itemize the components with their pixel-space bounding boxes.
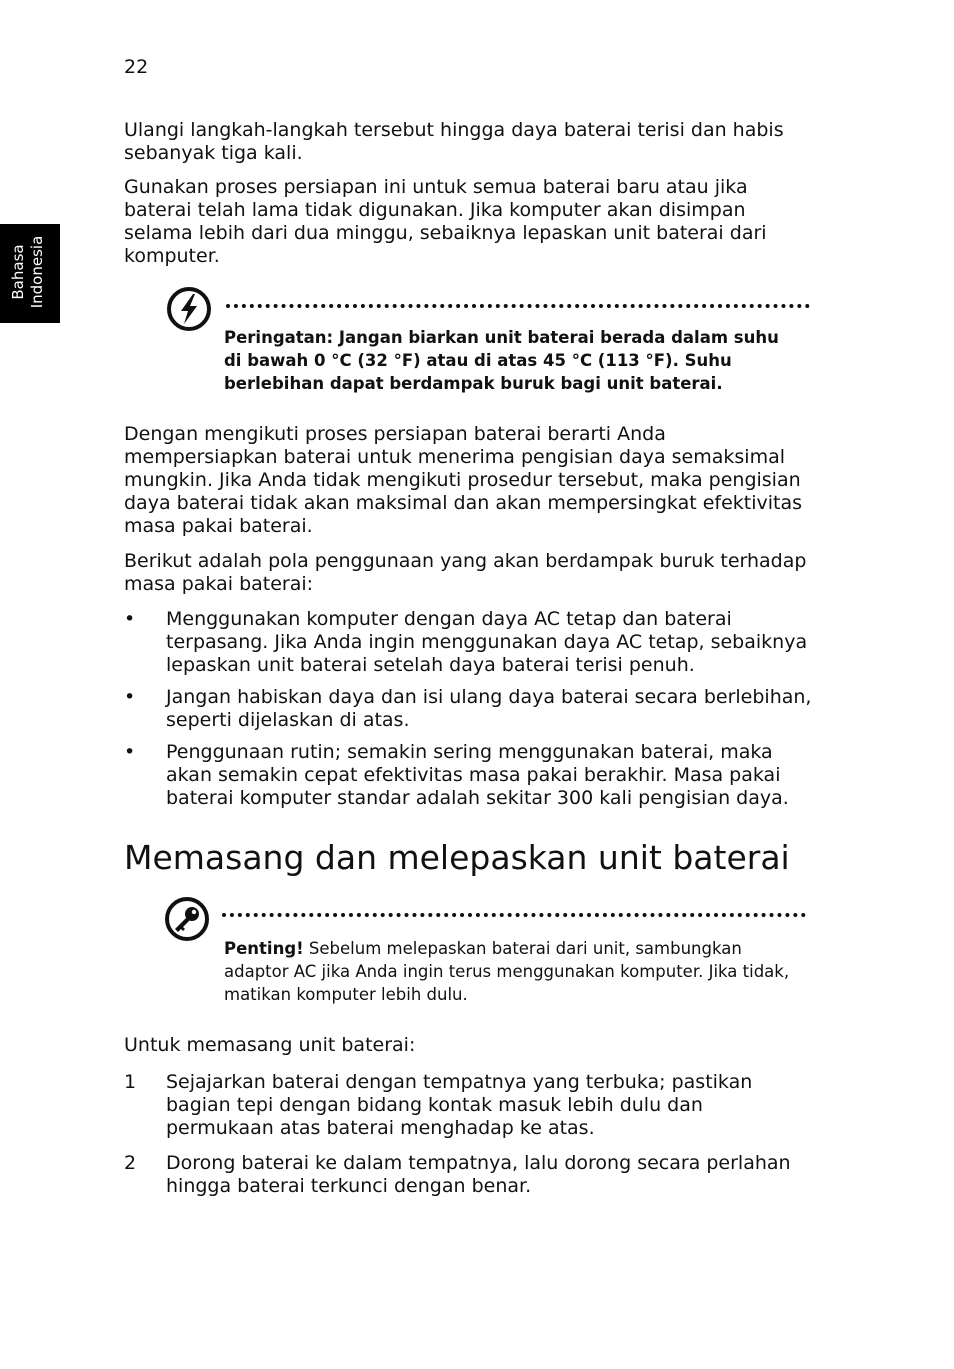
important-note <box>224 937 794 1006</box>
important-label: Penting! <box>224 939 304 958</box>
important-note-text: Sebelum melepaskan baterai dari unit, sambungkan adaptor AC jika Anda ingin terus menggunakan komputer. Jika tidak, matikan komputer lebih dulu. <box>224 939 790 1004</box>
warning-lightning-icon <box>166 286 212 332</box>
paragraph-install-intro: Untuk memasang unit baterai: <box>124 1034 416 1056</box>
list-item: Menggunakan komputer dengan daya AC tetap dan baterai terpasang. Jika Anda ingin menggunakan daya AC tetap, sebaiknya lepaskan unit baterai setelah daya baterai terisi penuh. <box>166 608 808 676</box>
step-number: 1 <box>124 1071 137 1093</box>
step-text: Sejajarkan baterai dengan tempatnya yang terbuka; pastikan bagian tepi dengan bidang kontak masuk lebih dulu dan permukaan atas baterai menghadap ke atas. <box>166 1071 753 1139</box>
step-number: 2 <box>124 1152 137 1174</box>
bullet-marker: • <box>124 741 136 763</box>
paragraph-conditioning-process: Gunakan proses persiapan ini untuk semua baterai baru atau jika baterai telah lama tidak digunakan. Jika komputer akan disimpan selama lebih dari dua minggu, sebaiknya lepaskan unit baterai dari komputer. <box>124 176 767 267</box>
note-divider <box>226 304 810 308</box>
note-divider <box>222 913 806 917</box>
warning-note-text: Peringatan: Jangan biarkan unit baterai berada dalam suhu di bawah 0 °C (32 °F) atau di atas 45 °C (113 °F). Suhu berlebihan dapat berdampak buruk bagi unit baterai. <box>224 328 779 393</box>
list-item: Penggunaan rutin; semakin sering menggunakan baterai, maka akan semakin cepat efektivitas masa pakai berakhir. Masa pakai baterai komputer standar adalah sekitar 300 kali pengisian daya. <box>166 741 789 809</box>
language-side-tab-label: Bahasa Indonesia <box>9 235 46 309</box>
section-heading: Memasang dan melepaskan unit baterai <box>124 838 790 877</box>
page-number: 22 <box>124 56 149 78</box>
list-item: Jangan habiskan daya dan isi ulang daya baterai secara berlebihan, seperti dijelaskan di atas. <box>166 686 812 731</box>
step-text: Dorong baterai ke dalam tempatnya, lalu dorong secara perlahan hingga baterai terkunci dengan benar. <box>166 1152 791 1197</box>
bullet-marker: • <box>124 608 136 630</box>
important-key-icon <box>164 896 210 942</box>
paragraph-repeat-cycle: Ulangi langkah-langkah tersebut hingga daya baterai terisi dan habis sebanyak tiga kali. <box>124 119 784 164</box>
paragraph-conditioning-benefit: Dengan mengikuti proses persiapan baterai berarti Anda mempersiapkan baterai untuk menerima pengisian daya semaksimal mungkin. Jika Anda tidak mengikuti prosedur tersebut, maka pengisian daya baterai tidak akan maksimal dan akan mempersingkat efektivitas masa pakai baterai. <box>124 423 803 537</box>
paragraph-usage-patterns-intro: Berikut adalah pola penggunaan yang akan berdampak buruk terhadap masa pakai baterai: <box>124 550 807 595</box>
bullet-marker: • <box>124 686 136 708</box>
